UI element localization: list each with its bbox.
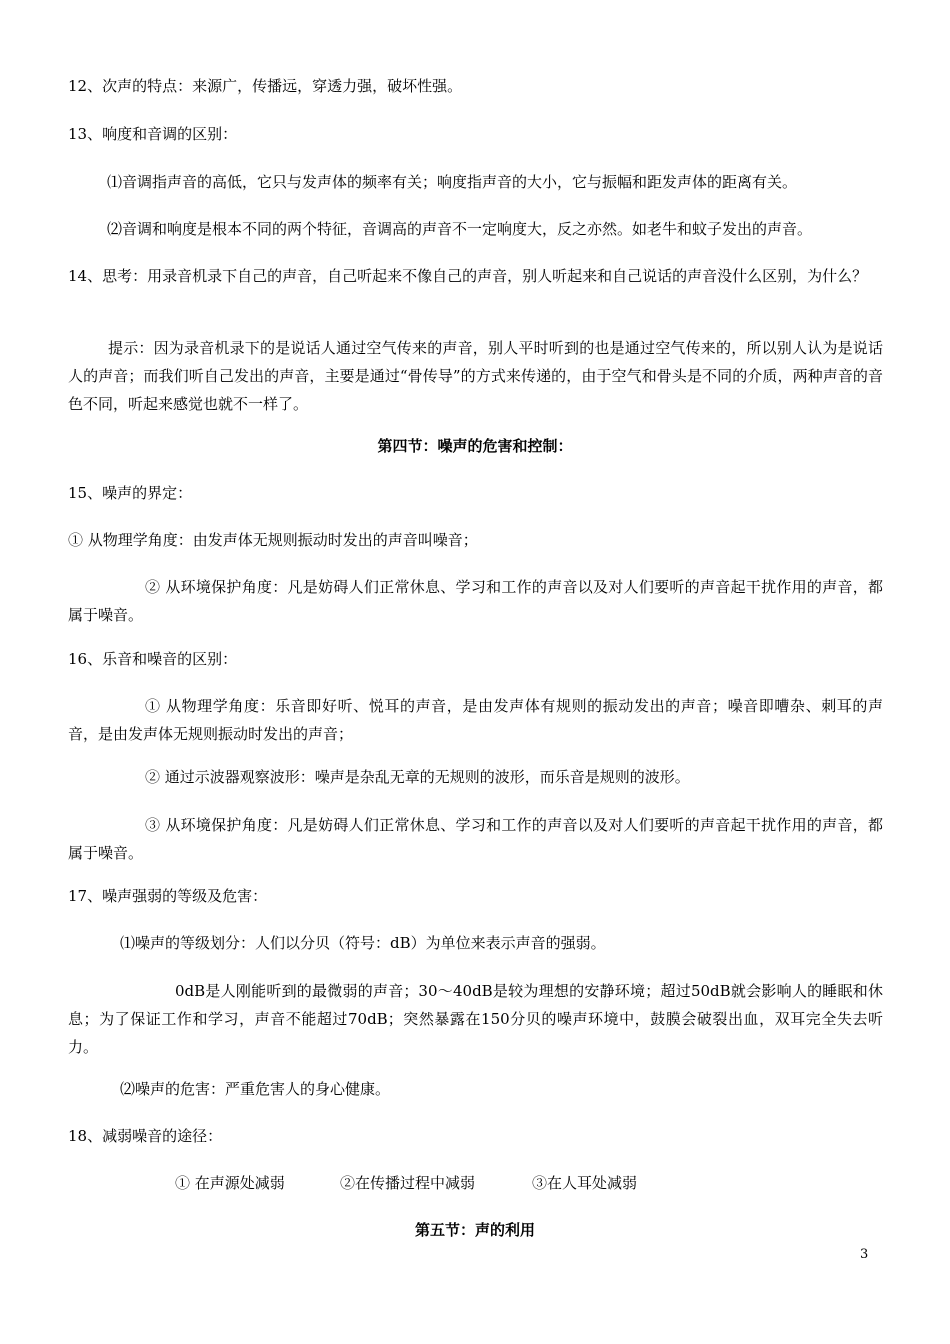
item-17-point-1: ⑴噪声的等级划分：人们以分贝（符号：dB）为单位来表示声音的强弱。 <box>120 934 606 952</box>
item-13-title: 13、响度和音调的区别： <box>68 125 238 143</box>
item-12-text: 12、次声的特点：来源广，传播远，穿透力强，破坏性强。 <box>68 77 463 95</box>
item-18-title: 18、减弱噪音的途径： <box>68 1127 223 1145</box>
item-16-title: 16、乐音和噪音的区别： <box>68 650 238 668</box>
way-source: ① 在声源处减弱 <box>175 1174 285 1192</box>
item-17-levels: 0dB是人刚能听到的最微弱的声音；30～40dB是较为理想的安静环境；超过50dB就会影响人的睡眠和休息；为了保证工作和学习，声音不能超过70dB；突然暴露在150分贝的噪声环境中，鼓膜会破裂出血，双耳完全失去听力。 <box>68 982 883 1056</box>
item-17-title: 17、噪声强弱的等级及危害： <box>68 887 268 905</box>
item-13-point-1: ⑴音调指声音的高低，它只与发声体的频率有关；响度指声音的大小，它与振幅和距发声体的距离有关。 <box>107 173 798 191</box>
item-15-point-1: ① 从物理学角度：由发声体无规则振动时发出的声音叫噪音； <box>68 531 478 549</box>
item-13-point-2: ⑵音调和响度是根本不同的两个特征，音调高的声音不一定响度大，反之亦然。如老牛和蚊子发出的声音。 <box>107 220 813 238</box>
way-ear: ③在人耳处减弱 <box>532 1174 638 1192</box>
item-16-point-1: ① 从物理学角度：乐音即好听、悦耳的声音，是由发声体有规则的振动发出的声音；噪音即嘈杂、刺耳的声音，是由发声体无规则振动时发出的声音； <box>68 697 883 743</box>
item-15-point-2: ② 从环境保护角度：凡是妨碍人们正常休息、学习和工作的声音以及对人们要听的声音起干扰作用的声音，都属于噪音。 <box>68 578 883 624</box>
page-number: 3 <box>860 1247 869 1262</box>
section-4-heading: 第四节：噪声的危害和控制： <box>377 437 573 455</box>
item-18-ways <box>0 1169 950 1197</box>
section-5-heading: 第五节：声的利用 <box>414 1221 535 1239</box>
item-14-hint: 提示：因为录音机录下的是说话人通过空气传来的声音，别人平时听到的也是通过空气传来的，所以别人认为是说话人的声音；而我们听自己发出的声音，主要是通过“骨传导”的方式来传递的，由于空气和骨头是不同的介质，两种声音的音色不同，听起来感觉也就不一样了。 <box>68 339 883 413</box>
item-16-point-2: ② 通过示波器观察波形：噪声是杂乱无章的无规则的波形，而乐音是规则的波形。 <box>145 768 690 786</box>
item-16-point-3: ③ 从环境保护角度：凡是妨碍人们正常休息、学习和工作的声音以及对人们要听的声音起干扰作用的声音，都属于噪音。 <box>68 816 883 862</box>
item-17-point-2: ⑵噪声的危害：严重危害人的身心健康。 <box>120 1080 391 1098</box>
way-transmission: ②在传播过程中减弱 <box>340 1174 476 1192</box>
item-15-title: 15、噪声的界定： <box>68 484 193 502</box>
item-14-question: 14、思考：用录音机录下自己的声音，自己听起来不像自己的声音，别人听起来和自己说话的声音没什么区别，为什么？ <box>68 267 868 285</box>
